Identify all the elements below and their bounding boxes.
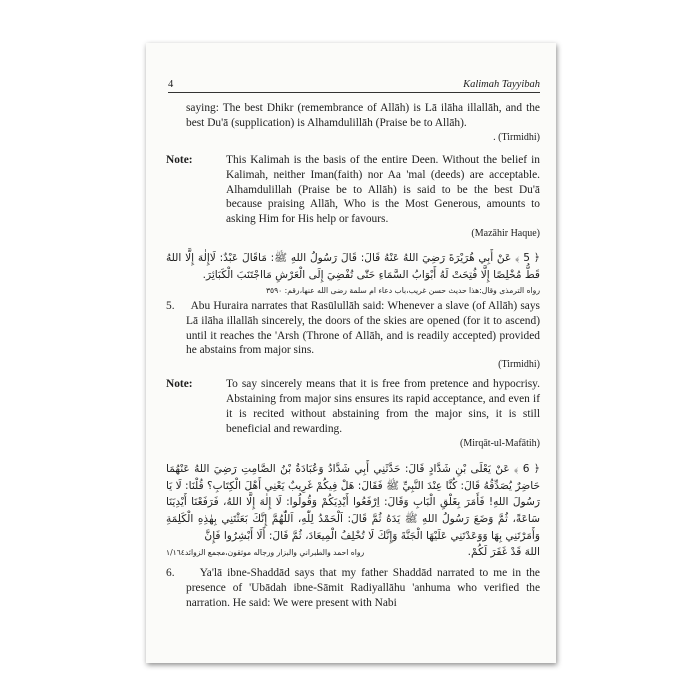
note-source: (Mirqāt-ul-Mafātih) xyxy=(460,437,540,449)
note-label: Note: xyxy=(166,153,193,166)
hadith-5-source: (Tirmidhi) xyxy=(498,359,540,371)
hadith-number: 5. xyxy=(166,299,175,312)
hadith-5-arabic: ﴿ 5 ﴾ عَنْ أَبِي هُرَيْرَةَ رَضِيَ اللهُ عَنْهُ قَالَ: قَالَ رَسُولُ اللهِ ﷺ: مَاقَالَ عَبْدٌ: لَاإِلٰهَ إِلَّا اللهُ قَطُّ مُخْلِصًا إِلَّا فُتِحَتْ لَهُ أَبْوَابُ السَّمَاءِ حَتّٰى تُفْضِيَ إِلَى الْعَرْشِ مَااجْتَنَبَ الْكَبَائِرَ. xyxy=(166,252,540,281)
hadith-5-translation xyxy=(166,299,540,359)
intro-source: . (Tirmidhi) xyxy=(493,131,540,143)
book-page xyxy=(146,43,556,663)
header-rule xyxy=(168,92,540,93)
page-content xyxy=(166,101,541,610)
hadith-6-translation xyxy=(166,566,540,611)
hadith-5-reference: رواه الترمذى وقال:هذا حديث حسن غريب،باب دعاء ام سلمة رضى الله عنها،رقم: ٣٥٩٠ xyxy=(265,285,540,295)
note-block-1 xyxy=(166,153,540,242)
hadith-6-reference: رواه احمد والطبراني والبزار ورجاله موثقون،مجمع الزوائد١/١٦٤ xyxy=(166,547,365,557)
hadith-6-arabic-end: اللهَ قَدْ غَفَرَ لَكُمْ. xyxy=(467,545,540,558)
note-text: This Kalimah is the basis of the entire Deen. Without the belief in Kalimah, neither Iman(faith) nor Aa 'mal (deeds) are acceptable. Alhamdulillah (Praise be to Allāh) is said to be the best Du'ā because praising Allāh, Who is the Most Generous, amounts to asking Him for His help or favours. xyxy=(226,153,540,226)
hadith-6-arabic-last-line xyxy=(166,545,540,561)
hadith-6-arabic: ﴿ 6 ﴾ عَنْ يَعْلَى بْنِ شَدَّادٍ قَالَ: حَدَّثَنِي أَبِي شَدَّادُ وَعُبَادَةُ بْنُ الصَّامِتِ رَضِيَ اللهُ عَنْهُمَا حَاضِرٌ يُصَدِّقُهُ قَالَ: كُنَّا عِنْدَ النَّبِيِّ ﷺ فَقَالَ: هَلْ فِيكُمْ غَرِيبٌ يَعْنِي أَهْلَ الْكِتَابِ؟ قُلْنَا: لَا يَا رَسُولَ اللهِ! فَأَمَرَ بِغَلْقِ الْبَابِ وَقَالَ: اِرْفَعُوا أَيْدِيَكُمْ وَقُولُوا: لَا إِلٰهَ إِلَّا اللهُ، فَرَفَعْنَا أَيْدِيَنَا سَاعَةً، ثُمَّ وَضَعَ رَسُولُ اللهِ ﷺ يَدَهُ ثُمَّ قَالَ: اَلْحَمْدُ لِلّٰهِ، اَللّٰهُمَّ إِنَّكَ بَعَثْتَنِي بِهٰذِهِ الْكَلِمَةِ وَأَمَرْتَنِي بِهَا وَوَعَدْتَنِي عَلَيْهَا الْجَنَّةَ وَإِنَّكَ لَا تُخْلِفُ الْمِيعَادَ، ثُمَّ قَالَ: أَلَا أَبْشِرُوا فَإِنَّ xyxy=(166,462,541,542)
hadith-6-english: Ya'lā ibne-Shaddād says that my father Shaddād narrated to me in the presence of 'Ubādah ibne-Sāmit Radiyallāhu 'anhuma who verified the narration. He said: We were present with Nabi xyxy=(186,566,540,609)
note-block-2 xyxy=(166,377,540,452)
page-header xyxy=(168,79,540,93)
note-text: To say sincerely means that it is free from pretence and hypocrisy. Abstaining from major sins ensures its rapid acceptance, and even if it is recited without abstaining from the major sins, it is still beneficial and rewarding. xyxy=(226,378,540,435)
note-label: Note: xyxy=(166,378,193,391)
hadith-5-english: Abu Huraira narrates that Rasūlullāh said: Whenever a slave (of Allāh) says Lā ilāha illallāh sincerely, the doors of the skies are opened (for it to ascend) until it reaches the 'Arsh (Throne of Allāh, and is readily accepted) provided he abstains from major sins. xyxy=(186,299,540,357)
running-title: Kalimah Tayyibah xyxy=(463,79,540,90)
intro-paragraph: saying: The best Dhikr (remembrance of Allāh) is Lā ilāha illallāh, and the best Du'ā (supplication) is Alhamdulillāh (Praise be to Allāh). xyxy=(186,102,540,129)
page-number: 4 xyxy=(168,79,174,90)
hadith-number: 6. xyxy=(166,566,175,579)
note-source: (Mazāhir Haque) xyxy=(471,228,540,240)
